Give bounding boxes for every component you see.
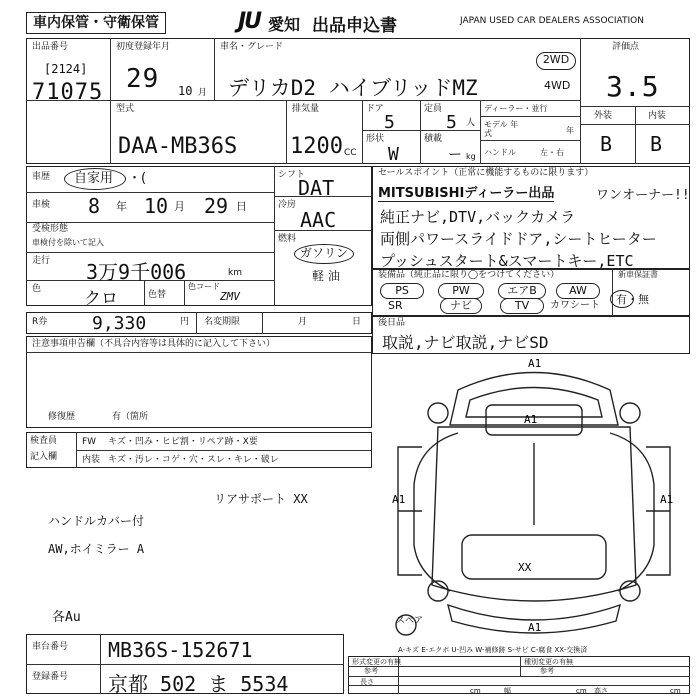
remark-3: AW,ホイミラー A [48,542,145,556]
displacement-value: 1200 [290,134,343,159]
warranty-label: 新車保証書 [618,270,658,279]
color-code-value: ZMV [220,290,240,303]
plate-value: 京都 502 ま 5534 [108,672,289,696]
doors-value: 5 [384,112,395,133]
load-label: 積載 [424,134,443,144]
gvw-label: 種別変更の有無 [524,658,573,666]
inspection-month: 10 [144,194,169,218]
interior-inspect-label: 内装 [82,455,101,465]
paint-change-label: 色替 [148,290,167,300]
model-year-label: モデル 年式 [484,120,519,138]
grade-label: 評価点 [612,42,640,52]
car-type-rest: ・( [128,171,147,186]
equip-pw: PW [438,283,484,299]
model-name-label: 車名・グレード [220,42,284,52]
mileage-value: 3万9千006 [86,260,187,284]
model-code-label: 型式 [116,104,135,114]
grade-score: 3.5 [606,70,660,103]
inspection-day-unit: 日 [236,200,247,213]
height-unit: cm [670,687,681,695]
ac-label: 冷房 [278,200,297,210]
displacement-unit: CC [344,148,357,158]
name-change-month: 月 [298,317,308,327]
org-english: JAPAN USED CAR DEALERS ASSOCIATION [460,16,644,26]
capacity-label: 定員 [424,104,443,114]
color-code-label: 色コード [188,282,220,291]
drive-4wd: 4WD [544,79,571,92]
recycle-unit: 円 [180,317,190,327]
car-type-label: 車歴 [32,172,51,182]
body-shape-value: W [388,144,399,165]
registration-label: 初度登録年月 [116,42,171,52]
shift-value: DAT [298,176,335,200]
car-damage-diagram [378,355,690,645]
model-name-value: デリカD2 ハイブリッドMZ [228,76,478,100]
mileage-unit: km [228,268,242,278]
fuel-option: 軽 油 [312,269,340,283]
inspector-label-2: 記入欄 [30,452,58,462]
mark-front-bumper: A1 [528,357,542,370]
inspector-label-1: 検査員 [30,436,58,446]
handle-label: ハンドル [484,148,516,157]
ac-value: AAC [300,208,337,232]
recycle-value: 9,330 [92,313,147,334]
lot-number: 71075 [32,80,104,105]
dealer-tag: MITSUBISHIディーラー出品 [378,182,554,202]
fuel-label: 燃料 [278,234,297,244]
mark-hood: A1 [524,413,538,426]
one-owner: ワンオーナー!! [596,188,690,203]
remark-2: ハンドルカバー付 [48,514,145,528]
selling-line-3: プッシュスタート&スマートキー,ETC [380,252,634,270]
equip-leather: カワシート [550,300,600,311]
org-name: 愛知 [268,15,301,34]
equipment-label: 装備品（純正品に限り◯をつけてください） [378,270,560,280]
height-label: 高さ [594,687,608,695]
inspection-label: 車検 [32,200,51,210]
ref-2: 参考 [540,667,554,675]
equip-navi: ナビ [440,298,482,314]
repair-history-value: 有（箇所 [112,412,149,422]
color-value: クロ [84,289,118,309]
doors-label: ドア [366,104,384,114]
plate-label: 登録番号 [32,672,69,682]
remark-4: 各Au [52,610,81,625]
remark-1: リアサポート XX [214,492,308,506]
notes-header: 注意事項申告欄（不具合内容等は具体的に記入して下さい） [32,339,276,349]
shape-change-label: 形式変更の有無 [352,658,401,666]
registration-month: 10 [178,84,193,98]
width-unit: cm [576,687,587,695]
model-code-value: DAA-MB36S [118,134,238,159]
mileage-label: 走行 [32,256,51,266]
exterior-label: 外装 [594,111,613,121]
model-year-unit: 年 [566,126,574,135]
ref-1: 参考 [364,667,378,675]
interior-label: 内装 [648,111,667,121]
mark-rear-support: XX [518,561,532,574]
mark-right-side: A1 [660,493,674,506]
load-unit: kg [466,152,476,161]
length-unit: cm [470,687,481,695]
fuel-value: ガソリン [300,246,349,260]
equip-tv: TV [500,298,544,314]
recycle-label: R券 [32,317,48,327]
exterior-grade: B [600,132,613,156]
displacement-label: 排気量 [292,104,320,114]
interior-inspect-items: キズ・汚レ・コゲ・穴・スレ・キレ・破レ [108,455,279,465]
selling-points-label: セールスポイント（正常に機能するものに限ります） [378,168,594,178]
inspection-year: 8 [88,194,101,218]
equip-ps: PS [380,283,424,299]
after-fit-label: 後日品 [378,318,406,328]
equip-sr: SR [388,299,403,312]
load-value: ー [448,147,462,163]
inspection-day: 29 [204,194,229,218]
storage-tag: 車内保管・守衛保管 [26,12,166,34]
drive-2wd-circled: 2WD [536,52,576,70]
lot-sub: [2124] [44,62,88,76]
form-title: 出品申込書 [312,16,397,36]
inspection-month-unit: 月 [174,200,185,213]
capacity-value: 5 [446,112,457,133]
equip-aw: AW [556,283,600,299]
width-label: 幅 [504,687,511,695]
handle-options: 左・右 [540,148,564,157]
name-change-day: 日 [352,317,362,327]
length-label: 長さ [360,678,374,686]
selling-line-2: 両側パワースライドドア,シートヒーター [380,230,657,248]
chassis-label: 車台番号 [32,642,69,652]
ju-logo: JU [238,9,261,34]
damage-legend: A-キズ E-エクボ U-凹み W-補修跡 S-サビ C-腐食 XX-交換済 [398,646,588,654]
selling-line-1: 純正ナビ,DTV,バックカメラ [380,208,576,226]
interior-grade: B [650,132,663,156]
repair-history-label: 修復歴 [48,412,76,422]
shift-label: シフト [278,170,306,180]
fw-label: FW [82,437,97,447]
warranty-options: 有・無 [616,293,649,306]
recycle-row [26,312,372,334]
color-label: 色 [32,284,42,294]
registration-year: 29 [126,64,160,94]
dealer-parallel: ディーラー・並行 [484,104,548,113]
equip-airbag: エアB [498,283,546,299]
mark-left-side: A1 [392,493,406,506]
after-fit-value: 取説,ナビ取説,ナビSD [382,333,549,352]
spare-label: スペア [396,616,424,626]
registration-month-unit: 月 [198,88,208,98]
capacity-unit: 人 [466,118,476,128]
form-received-label: 受検形態 [32,224,69,234]
car-type-value: 自家用 [74,171,114,186]
body-shape-label: 形状 [366,134,385,144]
inspection-year-unit: 年 [116,200,127,213]
mark-rear-bumper: A1 [528,621,542,634]
lot-label: 出品番号 [32,42,69,52]
fw-items: キズ・凹み・ヒビ割・リペア跡・X要 [108,437,258,447]
name-change-label: 名変期限 [204,317,241,327]
chassis-value: MB36S-152671 [108,638,253,662]
form-received-note: 車検付を除いて記入 [32,238,104,247]
